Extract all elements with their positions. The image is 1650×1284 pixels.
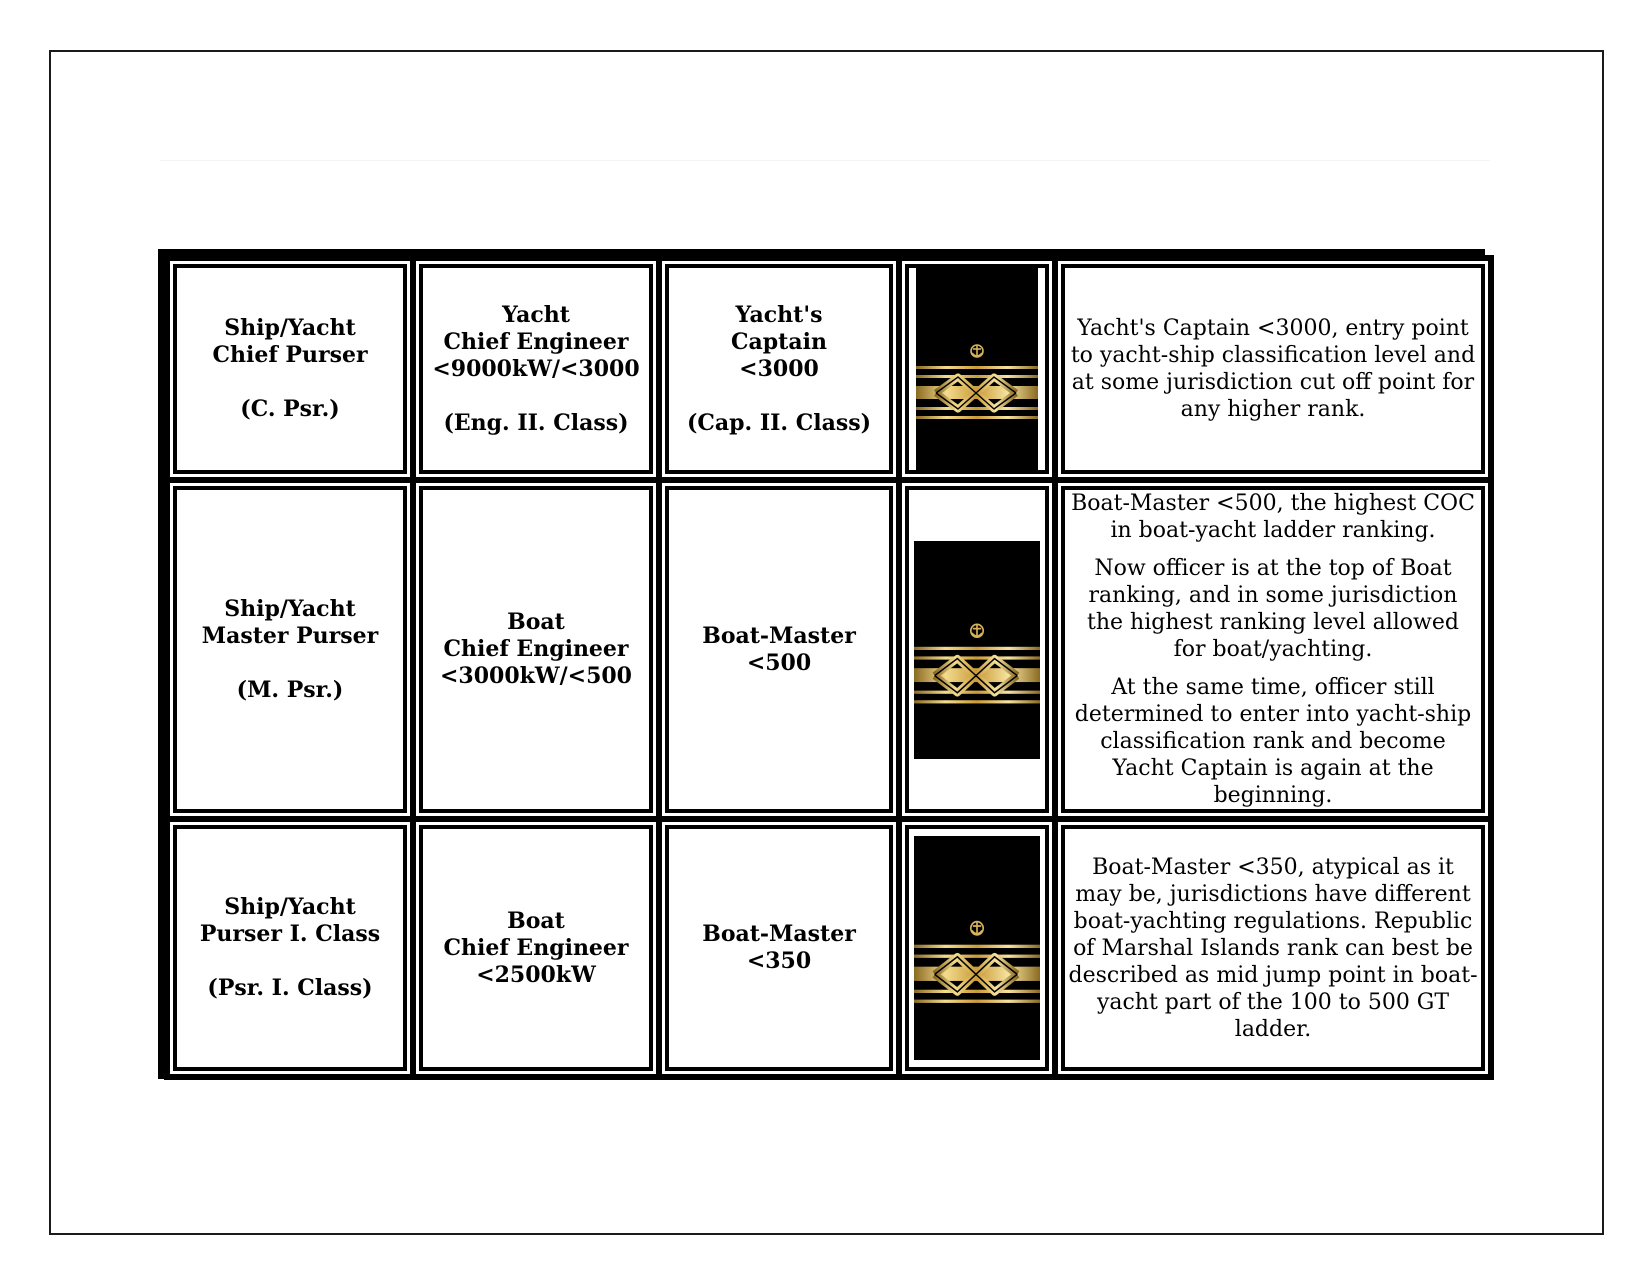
description-cell [1058,261,1488,477]
engineer-title-line: Boat [507,907,565,934]
captain-rank-cell [662,483,896,816]
purser-rank-cell [170,261,410,477]
description-cell [1058,822,1488,1074]
captain-limit: <500 [746,649,812,676]
rank-table-container [158,249,1485,1079]
table-row [170,483,1488,816]
description-cell [1058,483,1488,816]
engineer-title-line: Chief Engineer [443,636,629,662]
engineer-title-line: Yacht [502,301,570,328]
purser-title-line: Master Purser [201,622,379,649]
insignia-cell [902,261,1052,477]
captain-rank-cell [662,261,896,477]
purser-rank-cell [170,822,410,1074]
engineer-limit: <9000kW/<3000 [432,355,640,382]
captain-title-line: Captain [731,328,827,355]
description-paragraph: Yacht's Captain <3000, entry point to yacht-ship classification level and at some jurisdiction cut off point for any higher rank. [1070,316,1476,422]
captain-title-line: Boat-Master [702,622,856,649]
engineer-rank-cell [416,822,656,1074]
epaulette-gold-knot-anchor-icon [914,836,1040,1060]
captain-limit: <350 [746,948,812,974]
purser-abbreviation: (Psr. I. Class) [207,975,373,1001]
purser-title-line: Ship/Yacht [224,894,356,920]
purser-rank-cell [170,483,410,816]
epaulette-gold-knot-anchor-icon [914,541,1040,759]
captain-rank-cell [662,822,896,1074]
engineer-rank-cell [416,483,656,816]
engineer-title-line: Chief Engineer [443,934,629,961]
captain-title-line: Boat-Master [702,921,856,947]
purser-title-line: Ship/Yacht [224,315,356,341]
captain-limit: <3000 [739,355,819,382]
description-paragraph: Boat-Master <500, the highest COC in boat-yacht ladder ranking. [1071,491,1475,543]
insignia-cell [902,483,1052,816]
faint-divider [160,160,1490,161]
purser-title-line: Purser I. Class [199,921,381,947]
purser-title-line: Chief Purser [212,342,368,368]
engineer-limit: <2500kW [476,961,596,988]
engineer-rank-cell [416,261,656,477]
engineer-title-line: Boat [507,609,565,635]
table-row [170,822,1488,1074]
engineer-class: (Eng. II. Class) [443,409,629,436]
engineer-limit: <3000kW/<500 [439,663,632,689]
engineer-title-line: Chief Engineer [443,328,629,355]
rank-table [164,255,1494,1080]
insignia-cell [902,822,1052,1074]
description-paragraph: Boat-Master <350, atypical as it may be, jurisdictions have different boat-yachting regulations. Republic of Marshal Islands rank can best be described as mid jump point in boat-yacht part of the 100 to 500 GT ladder. [1068,854,1478,1042]
purser-abbreviation: (M. Psr.) [236,676,344,703]
epaulette-gold-knot-anchor-icon [916,267,1038,471]
purser-title-line: Ship/Yacht [224,595,356,622]
purser-abbreviation: (C. Psr.) [240,396,340,422]
captain-title-line: Yacht's [735,301,823,328]
description-paragraph: Now officer is at the top of Boat ranking, and in some jurisdiction the highest ranking level allowed for boat/yachting. [1087,556,1459,662]
description-paragraph: At the same time, officer still determined to enter into yacht-ship classification rank and become Yacht Captain is again at the beginning. [1074,675,1472,808]
captain-class: (Cap. II. Class) [686,409,872,436]
table-row [170,261,1488,477]
